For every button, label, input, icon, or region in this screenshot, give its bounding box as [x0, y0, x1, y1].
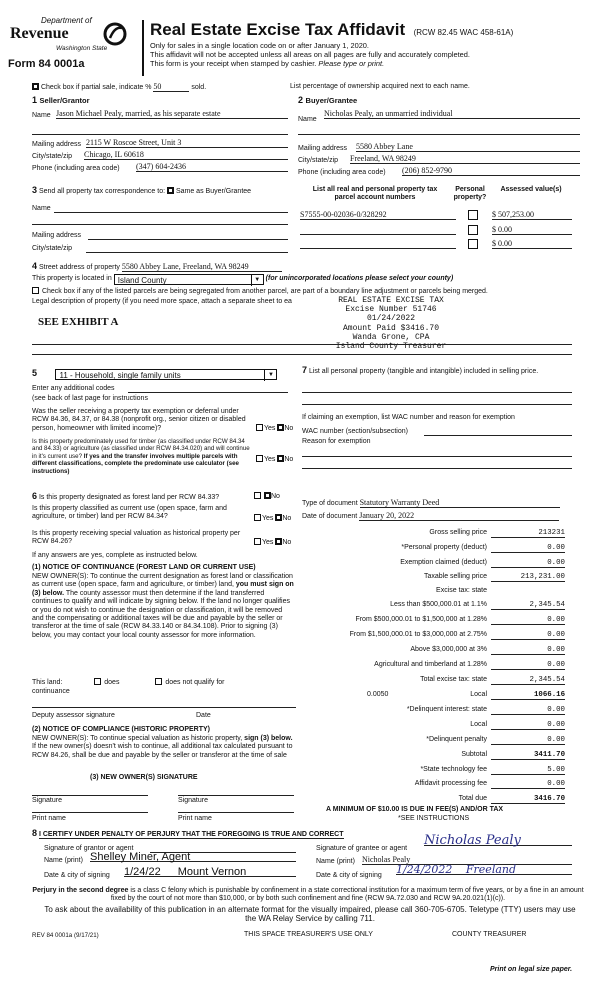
calc-label: Affidavit processing fee: [414, 780, 487, 787]
this-land-row: [32, 678, 294, 687]
seller-mail-row: [32, 138, 288, 149]
continuance-text-b: you must sign on (3) below.: [32, 581, 294, 597]
street-label: Street address of property: [38, 264, 120, 271]
seller-name-line2: [32, 134, 288, 135]
grantee-sig-label: Signature of grantee or agent: [316, 845, 408, 852]
buyer-name-field[interactable]: Nicholas Pealy, an unmarried individual: [324, 110, 580, 119]
personal-property-checkbox[interactable]: [468, 210, 478, 220]
s3-name-line2: [32, 224, 288, 225]
reason-label: Reason for exemption: [302, 438, 371, 445]
parcel-row: [300, 210, 580, 222]
doc-date-label: Date of document: [302, 513, 358, 520]
buyer-name-row: [298, 109, 580, 124]
buyer-mail-row: [298, 142, 580, 153]
this-land-label: This land:: [32, 679, 63, 686]
property-street-field[interactable]: 5580 Abbey Lane, Freeland, WA 98249: [122, 263, 282, 272]
partial-sale-row: [32, 83, 206, 92]
no-checkbox[interactable]: [277, 455, 284, 462]
chevron-down-icon[interactable]: ▼: [264, 370, 276, 381]
stamp-line: Wanda Grone, CPA: [352, 332, 430, 342]
header-note-3a: This form is your receipt when stamped by cashier.: [150, 58, 317, 68]
section6-num: 6: [32, 491, 38, 501]
buyer-phone-row: [298, 166, 580, 177]
partial-sale-percent[interactable]: 50: [153, 83, 189, 92]
seller-phone-label: Phone (including area code): [32, 165, 120, 172]
land-use-select[interactable]: [55, 369, 277, 380]
exemption-question: Was the seller receiving a property tax exemption or deferral under RCW 84.36, 84.37, or 84.38 (nonprofit org., senior citizen or disabled person, homeowner with limited income)?: [32, 408, 246, 432]
stamp-line: Amount Paid $3416.70: [342, 323, 439, 333]
exemption-answer: [256, 424, 293, 433]
parcel-number-field[interactable]: S7555-00-02036-0/328292: [300, 210, 456, 220]
calc-value[interactable]: 0.00: [491, 631, 565, 640]
accessibility-notice: To ask about the availability of this publication in an alternate format for the visually impaired, please call 360-705-6705. Teletype (TTY) users may use the WA Relay Service by calling 711.: [44, 905, 576, 924]
yes-checkbox[interactable]: [254, 514, 261, 521]
parcel-row: [300, 239, 580, 251]
calc-label: *Personal property (deduct): [401, 544, 487, 551]
logo-line3: Washington State: [56, 45, 108, 52]
seller-heading-text: Seller/Grantor: [39, 96, 90, 105]
continuance-label: continuance: [32, 688, 70, 695]
grantor-name-label: Name (print): [44, 857, 83, 864]
perjury-notice: [32, 887, 584, 904]
reason-line-2[interactable]: [302, 468, 572, 469]
wac-row: [302, 428, 572, 436]
assessed-value-field[interactable]: $ 507,253.00: [492, 210, 572, 220]
grantor-sig-label: Signature of grantor or agent: [44, 845, 134, 852]
section3-num: 3: [32, 185, 38, 195]
section8-num: 8: [32, 828, 38, 838]
owner-print-line-1[interactable]: [32, 812, 148, 813]
assessed-value-field[interactable]: $ 0.00: [492, 225, 572, 235]
grantee-city-value: Freeland: [465, 863, 517, 876]
doc-date-row: [302, 512, 572, 521]
calc-value[interactable]: 213231: [491, 529, 565, 538]
buyer-heading: [298, 95, 357, 105]
segregated-row: [32, 287, 592, 296]
seller-city-row: [32, 150, 288, 161]
grantor-date-row: [44, 866, 300, 880]
calc-value[interactable]: 3416.70: [491, 795, 565, 804]
county-row: [32, 274, 572, 285]
s3-city-row: [32, 245, 288, 253]
seller-name-label: Name: [32, 112, 51, 119]
certify-text: I CERTIFY UNDER PENALTY OF PERJURY THAT THE FOREGOING IS TRUE AND CORRECT: [38, 831, 344, 838]
buyer-num: 2: [298, 95, 304, 105]
addl-codes-field[interactable]: [128, 391, 288, 393]
s3-city-field[interactable]: [86, 251, 288, 253]
if-yes-note: If any answers are yes, complete as instructed below.: [32, 552, 198, 559]
form-title: Real Estate Excise Tax Affidavit: [150, 20, 406, 39]
calc-label: From $1,500,000.01 to $3,000,000 at 2.75%: [349, 631, 487, 638]
header-divider: [142, 20, 144, 76]
new-owner-sig-heading: (3) NEW OWNER(S) SIGNATURE: [90, 774, 198, 781]
section7-num: 7: [302, 365, 308, 375]
parcel-col-header: List all real and personal property tax parcel account numbers: [312, 186, 438, 202]
s3-mail-label: Mailing address: [32, 232, 82, 239]
grantee-date-value: 1/24/2022: [396, 863, 453, 876]
calc-value[interactable]: 0.00: [491, 721, 565, 730]
stamp-line: REAL ESTATE EXCISE TAX: [338, 296, 444, 305]
seller-num: 1: [32, 95, 38, 105]
buyer-city-label: City/state/zip: [298, 157, 339, 164]
county-select-value: Island County: [117, 276, 167, 285]
chevron-down-icon[interactable]: ▼: [251, 275, 263, 286]
buyer-city-row: [298, 154, 580, 165]
compliance-text-a: NEW OWNER(S): To continue special valuation as historic property,: [32, 735, 243, 742]
current-use-question: Is this property classified as current use (open space, farm and agriculture, or timber) land per RCW 84.34?: [32, 505, 227, 521]
buyer-phone-label: Phone (including area code): [298, 169, 386, 176]
owner-print-line-2[interactable]: [178, 812, 294, 813]
calc-value[interactable]: 213,231.00: [491, 573, 565, 582]
deputy-date-label: Date: [196, 712, 211, 719]
legal-desc-label: Legal description of property (if you need more space, attach a separate sheet to ea: [32, 298, 292, 305]
no-label: No: [284, 425, 294, 432]
header-note-3b: Please type or print.: [318, 58, 385, 68]
unincorporated-note: (for unincorporated locations please select your county): [265, 275, 454, 282]
calc-value[interactable]: 2,345.54: [491, 601, 565, 610]
forest-question: [32, 492, 252, 502]
s3-name-row: [32, 205, 288, 213]
calc-label: From $500,000.01 to $1,500,000 at 1.28%: [355, 616, 487, 623]
owner-sig-label-1: Signature: [32, 797, 62, 804]
does-label: does: [104, 679, 120, 686]
stamp-line: 01/24/2022: [366, 314, 415, 324]
buyer-name-label: Name: [298, 116, 317, 123]
perjury-bold: Perjury in the second degree: [32, 887, 129, 894]
continuance-text-c: The county assessor must then determine if the land transferred continues to qualify and will indicate by signing below. If the land no longer qualifies or you do not wish to continue the designation or classification, it will be removed and the compensating or additional taxes will be due and payable by the seller or transferor at the time of sale (RCW 84.33.140 or 84.34.108). Prior to signing (3) below, you may contact your local county assessor for more information.: [32, 589, 290, 639]
yes-label: Yes: [264, 425, 276, 432]
seller-mail-label: Mailing address: [32, 141, 82, 148]
calc-value[interactable]: 0.00: [491, 780, 565, 789]
tax-correspondence-row: [32, 186, 251, 196]
seller-city-label: City/state/zip: [32, 153, 73, 160]
historic-answer: [254, 538, 291, 547]
county-select[interactable]: [114, 274, 264, 285]
owner-sig-line-1[interactable]: [32, 795, 148, 796]
deputy-signature-label: Deputy assessor signature: [32, 712, 115, 719]
certify-row: [32, 829, 344, 839]
section7-text: List all personal property (tangible and intangible) included in selling price.: [308, 368, 539, 375]
legal-line-2: [32, 354, 572, 355]
buyer-name-line2: [298, 134, 580, 135]
seller-heading: [32, 95, 90, 105]
calc-value[interactable]: 0.00: [491, 616, 565, 625]
calc-value[interactable]: 1066.16: [491, 691, 565, 700]
property-street-row: [32, 262, 332, 272]
addl-codes-label: Enter any additional codes: [32, 385, 115, 392]
calc-value[interactable]: 0.00: [491, 661, 565, 670]
calc-value[interactable]: 2,345.54: [491, 676, 565, 685]
compliance-heading: (2) NOTICE OF COMPLIANCE (HISTORIC PROPERTY): [32, 726, 210, 733]
grantee-signature-field[interactable]: Nicholas Pealy: [424, 837, 572, 846]
header-note-2: This affidavit will not be accepted unless all areas on all pages are fully and accurately completed.: [150, 49, 470, 59]
yes-label: Yes: [264, 456, 276, 463]
yes-checkbox[interactable]: [256, 424, 263, 431]
continuance-heading: (1) NOTICE OF CONTINUANCE (FOREST LAND OR CURRENT USE): [32, 564, 256, 571]
owner-print-label-1: Print name: [32, 815, 66, 822]
calc-value[interactable]: 0.00: [491, 646, 565, 655]
section5-num: 5: [32, 368, 38, 378]
same-as-buyer-checkbox[interactable]: [167, 187, 174, 194]
segregated-checkbox[interactable]: [32, 287, 39, 294]
legal-description-field[interactable]: SEE EXHIBIT A: [38, 316, 119, 328]
grantee-date-label: Date & city of signing: [316, 872, 382, 879]
seller-city-field[interactable]: Chicago, IL 60618: [84, 151, 288, 160]
yes-checkbox[interactable]: [254, 492, 261, 499]
exemption-note: If claiming an exemption, list WAC number and reason for exemption: [302, 414, 515, 421]
no-label: No: [282, 515, 292, 522]
dor-logo: [6, 16, 136, 72]
grantor-date-field[interactable]: [124, 868, 296, 877]
yes-label: Yes: [262, 539, 274, 546]
treasurer-use-label: THIS SPACE TREASURER'S USE ONLY: [244, 931, 373, 938]
logo-line1: Department of: [41, 16, 92, 25]
no-label: No: [284, 456, 294, 463]
personal-property-checkbox[interactable]: [468, 225, 478, 235]
does-checkbox[interactable]: [94, 678, 101, 685]
parcel-number-field[interactable]: [300, 225, 456, 235]
timber-question: [32, 438, 254, 475]
continuance-text: [32, 573, 294, 640]
revision-code: REV 84 0001a (9/17/21): [32, 932, 99, 939]
section3-text: Send all property tax correspondence to:: [38, 188, 166, 195]
grantor-name-row: [44, 851, 300, 865]
seller-name-field[interactable]: Jason Michael Pealy, married, as his separate estate: [56, 110, 288, 119]
see-instructions: *SEE INSTRUCTIONS: [398, 815, 470, 822]
calc-label: Exemption claimed (deduct): [400, 559, 487, 566]
calc-value[interactable]: 0.00: [491, 544, 565, 553]
timber-question-a: Is this property predominately used for timber (as classified under RCW 84.34 and 84.33) or agriculture (as classified under RCW 84.34.020) and will continue in it's current use?: [32, 438, 250, 460]
wac-label: WAC number (section/subsection): [302, 428, 408, 435]
calc-label: Taxable selling price: [423, 573, 487, 580]
current-use-answer: [254, 514, 291, 523]
yes-checkbox[interactable]: [256, 455, 263, 462]
dor-logo-icon: [102, 22, 128, 46]
excise-stamp: [316, 296, 466, 351]
calc-value[interactable]: 0.00: [491, 559, 565, 568]
doc-type-label: Type of document: [302, 500, 358, 507]
partial-sale-label: Check box if partial sale, indicate %: [40, 84, 152, 91]
calc-label: Excise tax: state: [436, 587, 487, 594]
continuance-text-a: NEW OWNER(S): To continue the current designation as forest land or classification as current use (open space, farm and agriculture, or timber) land,: [32, 573, 293, 589]
addl-codes-note: (see back of last page for instructions: [32, 395, 148, 402]
buyer-mail-label: Mailing address: [298, 145, 348, 152]
rcw-ref: (RCW 82.45 WAC 458-61A): [413, 28, 514, 37]
compliance-text-c: If the new owner(s) doesn't wish to continue, all additional tax calculated pursuant to RCW 84.26, shall be due and payable by the seller or transferor at the time of sale: [32, 743, 293, 759]
parcel-number-field[interactable]: [300, 239, 456, 249]
no-label: No: [282, 539, 292, 546]
assessed-value-field[interactable]: $ 0.00: [492, 239, 572, 249]
reason-line-1[interactable]: [302, 456, 572, 457]
calc-label: Local: [470, 721, 487, 728]
doc-type-row: [302, 499, 572, 508]
s3-name-label: Name: [32, 205, 51, 212]
seller-mail-field[interactable]: 2115 W Roscoe Street, Unit 3: [86, 139, 288, 148]
no-checkbox[interactable]: [275, 538, 282, 545]
owner-sig-label-2: Signature: [178, 797, 208, 804]
calc-value[interactable]: 0.00: [491, 706, 565, 715]
forest-question-text: Is this property designated as forest land per RCW 84.33?: [38, 494, 220, 501]
calc-label: Local: [470, 691, 487, 698]
seller-phone-row: [32, 162, 288, 173]
compliance-text: [32, 735, 294, 760]
section5-row: [32, 363, 292, 381]
ownership-note: List percentage of ownership acquired next to each name.: [290, 83, 470, 90]
calc-value[interactable]: 0.00: [491, 736, 565, 745]
calc-label: Total excise tax: state: [420, 676, 487, 683]
perjury-text: is a class C felony which is punishable by confinement in a state correctional institution for a maximum term of five years, or by a fine in an amount fixed by the court of not more than $10,000, or by both such confinement and fine (RCW 9A.72.030 and RCW 9A.20.021(1)(c)).: [110, 887, 584, 903]
grantor-date-label: Date & city of signing: [44, 872, 110, 879]
grantee-sig-row: [316, 833, 572, 853]
doc-date-field[interactable]: January 20, 2022: [359, 512, 559, 521]
personal-property-checkbox[interactable]: [468, 239, 478, 249]
calc-label: Total due: [458, 795, 487, 802]
addl-codes-row: [32, 385, 288, 393]
s3-mail-row: [32, 232, 288, 240]
grantee-date-row: [316, 863, 572, 880]
calc-label: Above $3,000,000 at 3%: [410, 646, 487, 653]
land-use-value: 11 - Household, single family units: [59, 371, 181, 380]
calc-label: Gross selling price: [429, 529, 487, 536]
grantor-name-field[interactable]: Shelley Miner, Agent: [90, 853, 296, 862]
no-label: No: [270, 493, 280, 500]
no-checkbox[interactable]: [277, 424, 284, 431]
header-note-1: Only for sales in a single location code on or after January 1, 2020.: [150, 41, 369, 50]
stamp-line: Excise Number 51746: [345, 305, 437, 315]
buyer-city-field[interactable]: Freeland, WA 98249: [350, 155, 580, 164]
timber-answer: [256, 455, 293, 464]
seller-name-row: [32, 109, 288, 120]
s3-mail-field[interactable]: [88, 238, 288, 240]
stamp-line: Island County Treasurer: [335, 342, 447, 352]
compliance-text-b: sign (3) below.: [244, 735, 293, 742]
partial-sale-suffix: sold.: [191, 84, 207, 91]
does-not-label: does not qualify for: [165, 679, 225, 686]
personal-col-header: Personal property?: [453, 186, 487, 202]
assessed-col-header: Assessed value(s): [500, 186, 562, 193]
personal-property-list: [302, 366, 572, 376]
local-rate: 0.0050: [367, 691, 389, 698]
buyer-mail-field[interactable]: 5580 Abbey Lane: [356, 143, 580, 152]
calc-label: *Delinquent interest: state: [406, 706, 487, 713]
deputy-signature-line[interactable]: [32, 707, 296, 708]
pp-line-2[interactable]: [302, 404, 572, 405]
county-treasurer-label: COUNTY TREASURER: [452, 931, 527, 938]
s3-name-field[interactable]: [54, 211, 288, 213]
grantee-name-label: Name (print): [316, 858, 355, 865]
timber-question-b: If yes and the transfer involves multiple parcels with different classifications, complete the predominate use calculator (see instructions): [32, 452, 240, 475]
owner-print-label-2: Print name: [178, 815, 212, 822]
calc-label: *State technology fee: [420, 766, 487, 773]
no-checkbox[interactable]: [275, 514, 282, 521]
legal-line-1: [32, 344, 572, 345]
same-as-buyer-label: Same as Buyer/Grantee: [175, 188, 252, 195]
historic-question: Is this property receiving special valuation as historical property per RCW 84.26?: [32, 530, 241, 546]
does-not-checkbox[interactable]: [155, 678, 162, 685]
segregated-label: Check box if any of the listed parcels are being segregated from another parcel, are part of a boundary line adjustment or parcels being merged.: [41, 288, 488, 295]
calc-label: Subtotal: [461, 751, 487, 758]
buyer-heading-text: Buyer/Grantee: [305, 96, 358, 105]
grantee-date-field[interactable]: [396, 863, 572, 876]
no-checkbox[interactable]: [264, 492, 271, 499]
partial-sale-checkbox[interactable]: [32, 83, 39, 90]
buyer-phone-field[interactable]: (206) 852-9790: [402, 167, 580, 176]
calc-label: Less than $500,000.01 at 1.1%: [390, 601, 487, 608]
grantor-city-value: Mount Vernon: [177, 866, 247, 878]
calc-value[interactable]: 3411.70: [491, 751, 565, 760]
legal-paper-note: Print on legal size paper.: [490, 966, 573, 973]
grantee-name-field[interactable]: Nicholas Pealy: [362, 856, 572, 865]
wac-field[interactable]: [424, 434, 572, 436]
header-note-3: [150, 60, 590, 69]
calc-value[interactable]: 5.00: [491, 766, 565, 775]
yes-checkbox[interactable]: [254, 538, 261, 545]
pp-line-1[interactable]: [302, 392, 572, 393]
logo-line2: Revenue: [10, 25, 69, 42]
calc-label: *Delinquent penalty: [426, 736, 487, 743]
seller-phone-field[interactable]: (347) 604-2436: [136, 163, 288, 172]
grantor-date-value: 1/24/22: [124, 866, 161, 878]
doc-type-field[interactable]: Statutory Warranty Deed: [360, 499, 560, 508]
form-title-block: [150, 20, 590, 68]
owner-sig-line-2[interactable]: [178, 795, 294, 796]
form-number: Form 84 0001a: [8, 58, 85, 70]
calc-label: Agricultural and timberland at 1.28%: [374, 661, 487, 668]
forest-answer: [254, 492, 280, 501]
s3-city-label: City/state/zip: [32, 245, 73, 252]
section4-num: 4: [32, 261, 38, 271]
parcel-row: [300, 225, 580, 237]
yes-label: Yes: [262, 515, 274, 522]
located-label: This property is located in: [32, 275, 112, 282]
minimum-due: A MINIMUM OF $10.00 IS DUE IN FEE(S) AND/OR TAX: [326, 806, 504, 813]
